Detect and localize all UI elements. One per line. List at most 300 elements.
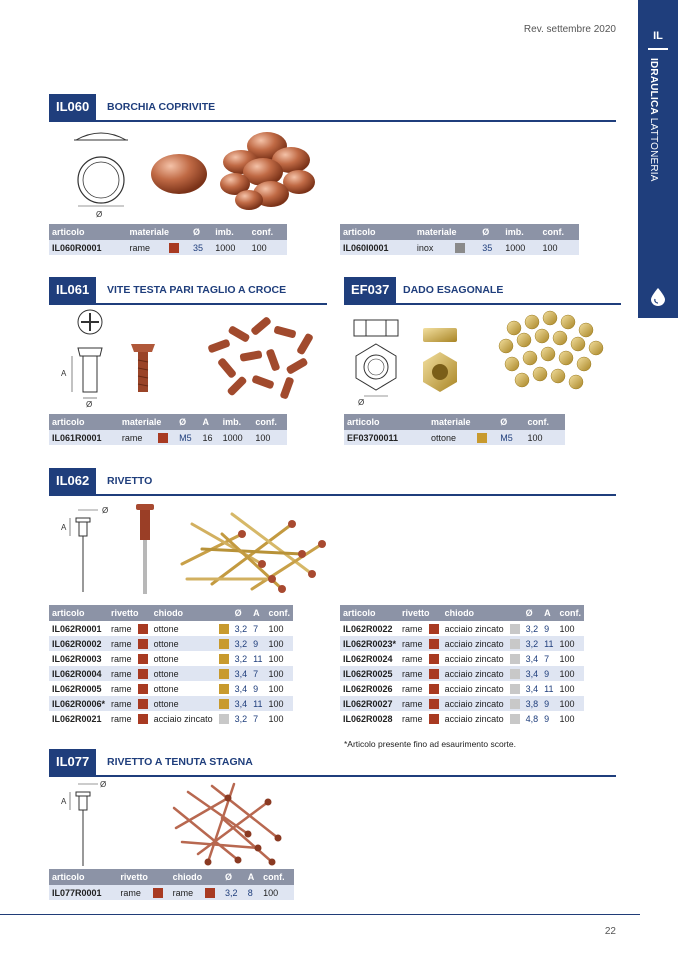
cell-rivetto: rame — [108, 666, 135, 681]
cell-conf: 100 — [559, 653, 575, 664]
cell-swatch — [507, 651, 523, 666]
material-swatch — [219, 639, 229, 649]
il062-table-right — [340, 605, 584, 726]
cell-swatch — [135, 636, 151, 651]
cell-swatch — [216, 621, 232, 636]
cell-rivetto: rame — [402, 683, 423, 694]
section-rule — [49, 120, 616, 122]
cell-diametro: 3,2 — [523, 636, 542, 651]
page-number: 22 — [604, 926, 616, 937]
section-code: IL061 — [49, 277, 96, 303]
cell-swatch — [216, 636, 232, 651]
cell-chiodo: ottone — [151, 636, 216, 651]
cell-swatch — [426, 711, 442, 726]
il062-left-body — [49, 621, 293, 726]
cell-swatch — [474, 430, 498, 445]
cell-diametro: M5 — [176, 430, 199, 445]
col-conf: conf. — [249, 224, 287, 240]
material-swatch-rame — [158, 433, 168, 443]
cell-articolo: IL060R0001 — [49, 240, 126, 255]
il060-dim-label: Ø — [96, 210, 103, 219]
revision-label: Rev. settembre 2020 — [523, 24, 616, 35]
table-row — [340, 621, 584, 636]
table-row — [340, 636, 584, 651]
col-chiodo: chiodo — [151, 605, 232, 621]
cell-a: 8 — [245, 885, 260, 900]
cell-articolo: IL062R0003 — [52, 653, 102, 664]
il060-drawing — [66, 128, 136, 220]
ef037-single-nut-photo — [417, 326, 463, 396]
cell-swatch — [155, 430, 177, 445]
col-a: A — [245, 869, 260, 885]
material-swatch — [219, 669, 229, 679]
col-materiale: materiale — [119, 414, 176, 430]
cell-materiale: rame — [119, 430, 155, 445]
col-articolo: articolo — [340, 224, 414, 240]
col-conf: conf. — [540, 224, 579, 240]
table-row — [344, 430, 565, 445]
col-rivetto: rivetto — [117, 869, 169, 885]
col-articolo: articolo — [49, 605, 108, 621]
cell-articolo: IL062R0021 — [52, 713, 102, 724]
cell-a: 11 — [544, 683, 554, 694]
cell-a: 7 — [253, 713, 259, 724]
cell-a: 7 — [250, 666, 265, 681]
col-diametro: Ø — [479, 224, 502, 240]
cell-conf: 100 — [540, 240, 579, 255]
cell-diametro: 3,2 — [222, 885, 245, 900]
material-swatch — [429, 624, 439, 634]
material-swatch — [429, 699, 439, 709]
il062-dim-d: Ø — [102, 506, 109, 515]
section-rule — [49, 303, 327, 305]
category-label-rest: LATTONERIA — [648, 117, 659, 182]
cell-swatch — [135, 666, 151, 681]
cell-swatch — [426, 681, 442, 696]
cell-diametro: 3,2 — [234, 653, 248, 664]
cell-rivetto: rame — [111, 623, 132, 634]
ef037-nuts-pile-photo — [494, 308, 608, 400]
section-il060-heading — [49, 94, 616, 120]
cell-swatch — [166, 240, 190, 255]
col-rivetto: rivetto — [108, 605, 151, 621]
cell-diametro: 35 — [479, 240, 502, 255]
section-il061-heading — [49, 277, 327, 303]
table-row — [49, 651, 293, 666]
cell-conf: 100 — [268, 713, 284, 724]
col-chiodo: chiodo — [170, 869, 222, 885]
section-ef037-heading — [344, 277, 621, 303]
col-conf: conf. — [260, 869, 294, 885]
cell-a: 9 — [541, 696, 556, 711]
col-articolo: articolo — [49, 869, 117, 885]
cell-swatch — [150, 885, 170, 900]
material-swatch — [510, 669, 520, 679]
col-diametro: Ø — [232, 605, 251, 621]
section-il062-heading — [49, 468, 616, 494]
col-a: A — [250, 605, 265, 621]
cell-a: 7 — [544, 653, 550, 664]
cell-a: 16 — [199, 430, 219, 445]
cell-chiodo: acciaio zincato — [444, 623, 504, 634]
material-swatch — [429, 669, 439, 679]
section-title: RIVETTO A TENUTA STAGNA — [107, 756, 253, 768]
section-code: EF037 — [344, 277, 396, 303]
il077-table — [49, 869, 294, 900]
cell-swatch — [216, 651, 232, 666]
cell-swatch — [507, 711, 523, 726]
table-row — [49, 885, 294, 900]
cell-swatch — [507, 621, 523, 636]
cell-swatch — [426, 636, 442, 651]
cell-chiodo: acciaio zincato — [153, 713, 213, 724]
cell-conf: 100 — [556, 696, 584, 711]
material-swatch — [219, 684, 229, 694]
cell-articolo: IL062R0001 — [52, 623, 102, 634]
cell-swatch — [507, 681, 523, 696]
material-swatch — [510, 639, 520, 649]
table-header-row — [49, 414, 287, 430]
cell-diametro: 3,4 — [525, 653, 539, 664]
material-swatch-rame — [153, 888, 163, 898]
il060-table-rame — [49, 224, 287, 255]
cell-a: 11 — [250, 696, 265, 711]
material-swatch — [138, 669, 148, 679]
water-drop-icon — [651, 288, 665, 306]
cell-a: 9 — [544, 713, 550, 724]
cell-diametro: 3,2 — [234, 713, 248, 724]
cell-swatch — [426, 621, 442, 636]
cell-diametro: 3,2 — [234, 623, 248, 634]
material-swatch — [429, 684, 439, 694]
ef037-dim-d: Ø — [358, 398, 365, 406]
table-header-row — [49, 224, 287, 240]
il062-table-left — [49, 605, 293, 726]
il077-dim-d: Ø — [100, 780, 107, 789]
cell-chiodo: acciaio zincato — [444, 653, 504, 664]
col-a: A — [541, 605, 556, 621]
cell-imb: 1000 — [220, 430, 253, 445]
cell-conf: 100 — [252, 430, 287, 445]
table-row — [340, 711, 584, 726]
material-swatch — [510, 699, 520, 709]
cell-articolo: IL062R0026 — [343, 683, 393, 694]
cell-a: 9 — [250, 636, 265, 651]
material-swatch — [219, 699, 229, 709]
table-row — [340, 681, 584, 696]
cell-conf: 100 — [559, 713, 575, 724]
material-swatch — [219, 714, 229, 724]
cell-diametro: 3,4 — [523, 666, 542, 681]
section-title: VITE TESTA PARI TAGLIO A CROCE — [107, 284, 287, 296]
material-swatch — [429, 639, 439, 649]
il061-single-screw-photo — [128, 340, 158, 394]
table-row — [49, 636, 293, 651]
cell-swatch — [216, 711, 232, 726]
cell-rivetto: rame — [399, 636, 426, 651]
il061-table — [49, 414, 287, 445]
category-code: IL — [653, 30, 663, 42]
section-rule — [344, 303, 621, 305]
material-swatch — [219, 624, 229, 634]
material-swatch — [138, 699, 148, 709]
cell-a: 9 — [544, 623, 550, 634]
cell-imb: 1000 — [212, 240, 248, 255]
col-conf: conf. — [524, 414, 565, 430]
section-title: DADO ESAGONALE — [403, 284, 504, 296]
cell-swatch — [135, 711, 151, 726]
cell-articolo: IL062R0022 — [343, 623, 393, 634]
cell-materiale: ottone — [428, 430, 474, 445]
cell-diametro: 3,8 — [523, 696, 542, 711]
il060-single-cap-photo — [148, 148, 210, 198]
cell-swatch — [216, 696, 232, 711]
col-diametro: Ø — [176, 414, 199, 430]
cell-chiodo: ottone — [153, 653, 179, 664]
material-swatch — [510, 654, 520, 664]
col-diametro: Ø — [497, 414, 524, 430]
col-materiale: materiale — [414, 224, 479, 240]
cell-rivetto: rame — [402, 713, 423, 724]
cell-swatch — [135, 696, 151, 711]
cell-conf: 100 — [249, 240, 287, 255]
table-row — [340, 651, 584, 666]
col-rivetto: rivetto — [399, 605, 442, 621]
cell-articolo: IL062R0002 — [49, 636, 108, 651]
cell-swatch — [202, 885, 222, 900]
section-code: IL077 — [49, 749, 96, 775]
cell-conf: 100 — [268, 623, 284, 634]
table-row — [49, 240, 287, 255]
cell-conf: 100 — [556, 666, 584, 681]
section-title: RIVETTO — [107, 475, 153, 487]
il061-dim-d: Ø — [86, 400, 93, 408]
category-divider — [648, 48, 668, 50]
col-imb: imb. — [212, 224, 248, 240]
cell-chiodo: acciaio zincato — [442, 636, 507, 651]
cell-articolo: IL062R0023* — [340, 636, 399, 651]
il062-rivets-pile-photo — [172, 504, 332, 594]
cell-chiodo: ottone — [151, 696, 216, 711]
section-code: IL062 — [49, 468, 96, 494]
cell-articolo: IL061R0001 — [49, 430, 119, 445]
cell-articolo: IL077R0001 — [49, 885, 117, 900]
cell-conf: 100 — [260, 885, 294, 900]
col-articolo: articolo — [49, 224, 126, 240]
cell-articolo: IL062R0025 — [340, 666, 399, 681]
cell-diametro: 3,2 — [525, 623, 539, 634]
material-swatch-inox — [455, 243, 465, 253]
col-articolo: articolo — [344, 414, 428, 430]
cell-conf: 100 — [268, 683, 284, 694]
table-row — [340, 666, 584, 681]
table-header-row — [49, 605, 293, 621]
cell-swatch — [216, 681, 232, 696]
category-label-bold: IDRAULICA — [648, 58, 659, 115]
cell-articolo: IL060I0001 — [340, 240, 414, 255]
cell-diametro: M5 — [497, 430, 524, 445]
col-a: A — [199, 414, 219, 430]
category-tab[interactable] — [638, 0, 678, 318]
cell-rivetto: rame — [111, 653, 132, 664]
material-swatch-ottone — [477, 433, 487, 443]
table-header-row — [49, 869, 294, 885]
cell-swatch — [135, 621, 151, 636]
material-swatch — [138, 684, 148, 694]
table-row — [49, 621, 293, 636]
cell-articolo: IL062R0006* — [49, 696, 108, 711]
col-articolo: articolo — [49, 414, 119, 430]
table-row — [49, 666, 293, 681]
table-row — [49, 696, 293, 711]
availability-note: *Articolo presente fino ad esaurimento scorte. — [344, 739, 516, 749]
cell-chiodo: rame — [170, 885, 203, 900]
il062-right-body — [340, 621, 584, 726]
cell-conf: 100 — [265, 636, 293, 651]
table-header-row — [344, 414, 565, 430]
material-swatch — [510, 624, 520, 634]
il060-caps-pile-photo — [215, 128, 319, 214]
il077-rivets-pile-photo — [168, 778, 286, 866]
ef037-table — [344, 414, 565, 445]
cell-swatch — [426, 651, 442, 666]
cell-rivetto: rame — [111, 713, 132, 724]
il060-table-inox — [340, 224, 579, 255]
cell-diametro: 3,4 — [232, 696, 251, 711]
table-row — [49, 430, 287, 445]
il061-screws-pile-photo — [198, 312, 324, 408]
il062-dim-a: A — [61, 523, 67, 532]
cell-swatch — [507, 696, 523, 711]
cell-swatch — [216, 666, 232, 681]
cell-swatch — [135, 681, 151, 696]
il062-single-rivet-photo — [134, 504, 156, 596]
il077-dim-a: A — [61, 797, 67, 806]
table-row — [49, 711, 293, 726]
material-swatch — [138, 639, 148, 649]
cell-rivetto: rame — [399, 696, 426, 711]
table-row — [340, 240, 579, 255]
cell-a: 7 — [253, 623, 259, 634]
cell-chiodo: acciaio zincato — [442, 666, 507, 681]
cell-rivetto: rame — [399, 666, 426, 681]
table-header-row — [340, 224, 579, 240]
cell-diametro: 3,4 — [232, 666, 251, 681]
cell-swatch — [135, 651, 151, 666]
section-rule — [49, 775, 616, 777]
cell-a: 11 — [253, 653, 263, 664]
cell-articolo: IL062R0005 — [52, 683, 102, 694]
cell-swatch — [507, 636, 523, 651]
cell-swatch — [507, 666, 523, 681]
col-imb: imb. — [502, 224, 539, 240]
col-conf: conf. — [252, 414, 287, 430]
cell-diametro: 3,4 — [234, 683, 248, 694]
col-diametro: Ø — [190, 224, 212, 240]
cell-articolo: IL062R0028 — [343, 713, 393, 724]
col-materiale: materiale — [428, 414, 497, 430]
cell-conf: 100 — [265, 696, 293, 711]
cell-chiodo: acciaio zincato — [442, 696, 507, 711]
category-label — [648, 58, 659, 182]
cell-rivetto: rame — [111, 683, 132, 694]
col-conf: conf. — [556, 605, 584, 621]
cell-conf: 100 — [556, 636, 584, 651]
cell-conf: 100 — [524, 430, 565, 445]
col-conf: conf. — [265, 605, 293, 621]
cell-a: 11 — [541, 636, 556, 651]
cell-imb: 1000 — [502, 240, 539, 255]
cell-rivetto: rame — [402, 653, 423, 664]
col-articolo: articolo — [340, 605, 399, 621]
cell-rivetto: rame — [108, 636, 135, 651]
material-swatch — [510, 684, 520, 694]
section-code: IL060 — [49, 94, 96, 120]
cell-articolo: IL062R0024 — [343, 653, 393, 664]
section-rule — [49, 494, 616, 496]
cell-a: 9 — [253, 683, 259, 694]
cell-diametro: 3,4 — [525, 683, 539, 694]
cell-materiale: inox — [414, 240, 452, 255]
material-swatch — [138, 624, 148, 634]
cell-swatch — [426, 696, 442, 711]
col-chiodo: chiodo — [442, 605, 523, 621]
cell-conf: 100 — [268, 653, 284, 664]
il062-drawing — [58, 500, 118, 596]
material-swatch-rame — [169, 243, 179, 253]
section-il077-heading — [49, 749, 616, 775]
ef037-drawing — [350, 316, 402, 406]
il061-drawing — [58, 308, 110, 408]
cell-articolo: IL062R0004 — [49, 666, 108, 681]
material-swatch — [429, 654, 439, 664]
cell-a: 9 — [541, 666, 556, 681]
col-materiale: materiale — [126, 224, 190, 240]
section-title: BORCHIA COPRIVITE — [107, 101, 216, 113]
cell-diametro: 4,8 — [525, 713, 539, 724]
cell-materiale: rame — [126, 240, 166, 255]
il061-dim-a: A — [61, 369, 67, 378]
cell-chiodo: acciaio zincato — [444, 713, 504, 724]
cell-chiodo: ottone — [151, 666, 216, 681]
cell-articolo: EF03700011 — [344, 430, 428, 445]
footer-rule — [0, 914, 640, 915]
table-header-row — [340, 605, 584, 621]
cell-rivetto: rame — [108, 696, 135, 711]
cell-conf: 100 — [559, 683, 575, 694]
material-swatch — [510, 714, 520, 724]
cell-diametro: 3,2 — [232, 636, 251, 651]
material-swatch — [138, 714, 148, 724]
cell-diametro: 35 — [190, 240, 212, 255]
cell-swatch — [452, 240, 479, 255]
col-diametro: Ø — [222, 869, 245, 885]
col-imb: imb. — [220, 414, 253, 430]
cell-rivetto: rame — [117, 885, 150, 900]
material-swatch — [219, 654, 229, 664]
col-diametro: Ø — [523, 605, 542, 621]
table-row — [49, 681, 293, 696]
cell-conf: 100 — [265, 666, 293, 681]
cell-articolo: IL062R0027 — [340, 696, 399, 711]
material-swatch — [429, 714, 439, 724]
material-swatch — [138, 654, 148, 664]
cell-rivetto: rame — [402, 623, 423, 634]
cell-chiodo: ottone — [153, 683, 179, 694]
cell-chiodo: acciaio zincato — [444, 683, 504, 694]
material-swatch-rame — [205, 888, 215, 898]
cell-swatch — [426, 666, 442, 681]
